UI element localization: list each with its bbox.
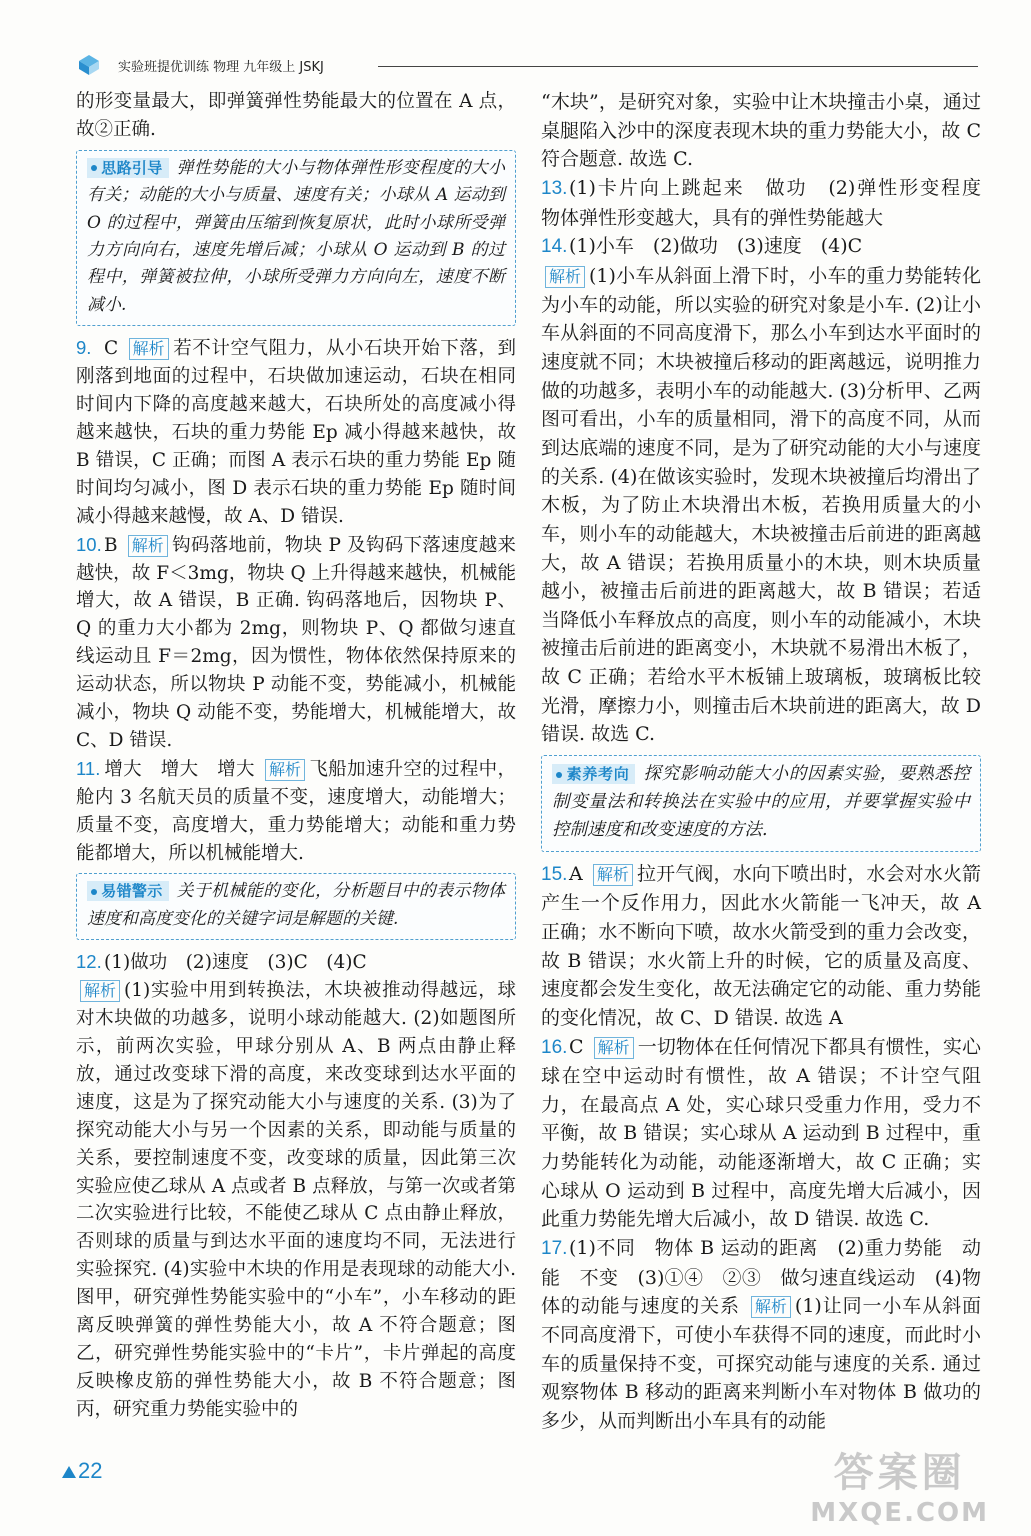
analysis-tag: 解析 xyxy=(593,864,633,886)
left-column xyxy=(76,88,516,1424)
analysis-tag: 解析 xyxy=(80,980,120,1002)
answer: C xyxy=(104,338,119,360)
book-logo-icon xyxy=(78,54,100,76)
answer: (1)卡片向上跳起来 做功 (2)弹性形变程度 物体弹性形变越大，具有的弹性势能越大 xyxy=(541,176,1001,229)
page-number: 22 xyxy=(62,1458,102,1484)
answer: C xyxy=(569,1035,584,1058)
watermark xyxy=(810,1441,989,1528)
continued-text: “木块”，是研究对象，实验中让木块撞击小桌，通过桌腿陷入沙中的深度表现木块的重力势能大小，故 C 符合题意. 故选 C. xyxy=(541,91,981,171)
tip-text: 弹性势能的大小与物体弹性形变程度的大小有关；动能的大小与质量、速度有关；小球从 A 运动到 O 的过程中，弹簧由压缩到恢复原状，此时小球所受弹力方向向右，速度先增后减；小球从 O 运动到 B 的过程中，弹簧被拉伸，小球所受弹力方向向左，速度不断减小. xyxy=(87,157,505,315)
tip-title: 思路引导 xyxy=(87,158,169,178)
right-column xyxy=(541,88,1001,1436)
bullet-icon xyxy=(91,889,97,895)
answer-item-10: 10. B 解析 钩码落地前，物块 P 及钩码下落速度越来越快，故 F＜3mg，物块 Q 上升得越来越快，机械能增大，故 A 错误，B 正确. 钩码落地后，因物块 P、Q 的重力大小都为 2mg，则物块 P、Q 都做匀速直线运动且 F＝2mg，因为惯性，物体依然保持原来的运动状态，所以物块 P 动能不变，势能减小，机械能减小，物块 Q 动能不变，势能增大，机械能增大，故 C、D 错误. xyxy=(76,533,516,751)
answer-item-16: 16.C 解析 一切物体在任何情况下都具有惯性，实心球在空中运动时有惯性，故 A 错误；不计空气阻力，在最高点 A 处，实心球只受重力作用，受力不平衡，故 B 错误；实心球从 A 运动到 B 过程中，重力势能转化为动能，动能逐渐增大，故 C 正确；实心球从 O 运动到 B 过程中，高度先增大后减小，因此重力势能先增大后减小，故 D 错误. 故选 C. xyxy=(541,1035,981,1231)
answer: A xyxy=(569,862,583,885)
answer-item-14: 14.(1)小车 (2)做功 (3)速度 (4)C xyxy=(541,235,863,258)
explanation: (1)实验中用到转换法，木块被推动得越远，球对木块做的功越多，说明小球动能越大. (2)如题图所示，前两次实验，甲球分别从 A、B 两点由静止释放，通过改变球下滑的高度，来改变球到达水平面的速度，这是为了探究动能大小与速度的关系. (3)为了探究动能大小与另一个因素的关系，即动能与质量的关系，要控制速度不变，改变球的质量，因此第三次实验应使乙球从 A 点或者 B 点释放，与第一次或者第二次实验进行比较，不能使乙球从 C 点由静止释放，否则球的质量与到达水平面的速度均不同，无法进行实验探究. (4)实验中木块的作用是表现球的动能大小. 图甲，研究弹性势能实验中的“小车”，小车移动的距离反映弹簧的弹性势能大小，故 A 不符合题意；图乙，研究弹性势能实验中的“卡片”，卡片弹起的高度反映橡皮筋的弹性势能大小，故 B 不符合题意；图丙，研究重力势能实验中的 xyxy=(76,980,516,1420)
answer-item-11: 11. 增大 增大 增大 解析 飞船加速升空的过程中，舱内 3 名航天员的质量不变，速度增大，动能增大；质量不变，高度增大，重力势能增大；动能和重力势能都增大，所以机械能增大. xyxy=(76,757,516,864)
header-title: 实验班提优训练 物理 九年级上 JSKJ xyxy=(118,60,324,75)
analysis-tag: 解析 xyxy=(751,1296,791,1318)
analysis-tag: 解析 xyxy=(265,759,305,781)
answer: (1)小车 (2)做功 (3)速度 (4)C xyxy=(569,235,863,258)
analysis-tag: 解析 xyxy=(128,535,168,557)
explanation: (1)小车从斜面上滑下时，小车的重力势能转化为小车的动能，所以实验的研究对象是小车. (2)让小车从斜面的不同高度滑下，那么小车到达水平面时的速度就不同；木块被撞后移动的距离越远，说明推力做的功越多，表明小车的动能越大. (3)分析甲、乙两图可看出，小车的质量相同，滑下的高度不同，从而到达底端的速度不同，是为了研究动能的大小与速度的关系. (4)在做该实验时，发现木块被撞后均滑出了木板，为了防止木块滑出木板，若换用质量大的小车，则小车的动能越大，木块被撞击后前进的距离越大，故 A 错误；若换用质量小的木块，则木块质量越小，被撞击后前进的距离越大，故 B 错误；若适当降低小车释放点的高度，则小车的动能减小，木块被撞击后前进的距离变小，木块就不易滑出木板了，故 C 正确；若给水平木板铺上玻璃板，玻璃板比较光滑，摩擦力小，则撞击后木块前进的距离大，故 D 错误. 故选 C. xyxy=(541,264,981,746)
tip-text: 探究影响动能大小的因素实验，要熟悉控制变量法和转换法在实验中的应用，并要掌握实验中控制速度和改变速度的方法. xyxy=(552,764,970,841)
explanation: (1)让同一小车从斜面不同高度滑下，可使小车获得不同的速度，而此时小车的质量保持不变，可探究动能与速度的关系. 通过观察物体 B 移动的距离来判断小车对物体 B 做功的多少，从而判断出小车具有的动能 xyxy=(541,1295,981,1433)
tip-box-thinking xyxy=(76,150,516,326)
tip-box-warning xyxy=(76,873,516,940)
watermark-url: MXQE.COM xyxy=(810,1498,989,1528)
explanation-14 xyxy=(541,262,981,749)
analysis-tag: 解析 xyxy=(594,1037,634,1059)
header-rule xyxy=(378,66,978,67)
explanation: 钩码落地前，物块 P 及钩码下落速度越来越快，故 F＜3mg，物块 Q 上升得越来越快，机械能增大，故 A 错误，B 正确. 钩码落地后，因物块 P、Q 的重力大小都为 2mg，则物块 P、Q 都做匀速直线运动且 F＝2mg，因为惯性，物体依然保持原来的运动状态，所以物块 P 动能不变，势能减小，机械能减小，物块 Q 动能不变，势能增大，机械能增大，故 C、D 错误. xyxy=(76,534,516,751)
tip-title: 素养考向 xyxy=(552,764,635,784)
bullet-icon xyxy=(91,165,97,171)
explanation: 拉开气阀，水向下喷出时，水会对水火箭产生一个反作用力，因此水火箭能一飞冲天，故 A 正确；水不断向下喷，故水火箭受到的重力会改变，故 B 错误；水火箭上升的时候，它的质量及高度、速度都会发生变化，故无法确定它的动能、重力势能的变化情况，故 C、D 错误. 故选 A xyxy=(541,862,981,1029)
explanation: 一切物体在任何情况下都具有惯性，实心球在空中运动时有惯性，故 A 错误；不计空气阻力，在最高点 A 处，实心球只受重力作用，受力不平衡，故 B 错误；实心球从 A 运动到 B 过程中，重力势能转化为动能，动能逐渐增大，故 C 正确；实心球从 O 运动到 B 过程中，高度先增大后减小，因此重力势能先增大后减小，故 D 错误. 故选 C. xyxy=(541,1035,981,1231)
watermark-logo: 答案圈 xyxy=(833,1450,966,1496)
explanation: 若不计空气阻力，从小石块开始下落，到刚落到地面的过程中，石块做加速运动，石块在相同时间内下降的高度越来越大，石块所处的高度减小得越来越快，石块的重力势能 Ep 减小得越来越快，故 B 错误，C 正确；而图 A 表示石块的重力势能 Ep 随时间均匀减小，图 D 表示石块的重力势能 Ep 随时间减小得越来越慢，故 A、D 错误. xyxy=(76,338,516,527)
tip-box-literacy xyxy=(541,755,981,851)
explanation: 飞船加速升空的过程中，舱内 3 名航天员的质量不变，速度增大，动能增大；质量不变，高度增大，重力势能增大；动能和重力势能都增大，所以机械能增大. xyxy=(76,758,516,864)
answer: 增大 增大 增大 xyxy=(104,758,255,780)
intro-text: 的形变量最大，即弹簧弹性势能最大的位置在 A 点，故②正确. xyxy=(76,91,516,140)
answer-item-15: 15.A 解析 拉开气阀，水向下喷出时，水会对水火箭产生一个反作用力，因此水火箭能一飞冲天，故 A 正确；水不断向下喷，故水火箭受到的重力会改变，故 B 错误；水火箭上升的时候，它的质量及高度、速度都会发生变化，故无法确定它的动能、重力势能的变化情况，故 C、D 错误. 故选 A xyxy=(541,862,981,1029)
page-header xyxy=(78,52,978,84)
tip-title: 易错警示 xyxy=(87,881,169,901)
answer-item-17: 17.(1)不同 物体 B 运动的距离 (2)重力势能 动能 不变 (3)①④ ②③ 做匀速直线运动 (4)物体的动能与速度的关系 解析 (1)让同一小车从斜面不同高度滑下，可使小车获得不同的速度，而此时小车的质量保持不变，可探究动能与速度的关系. 通过观察物体 B 移动的距离来判断小车对物体 B 做功的多少，从而判断出小车具有的动能 xyxy=(541,1237,981,1433)
explanation-12 xyxy=(76,977,516,1424)
answer-item-9: 9. C 解析 若不计空气阻力，从小石块开始下落，到刚落到地面的过程中，石块做加速运动，石块在相同时间内下降的高度越来越大，石块所处的高度减小得越来越快，石块的重力势能 Ep 减小得越来越快，故 B 错误，C 正确；而图 A 表示石块的重力势能 Ep 随时间均匀减小，图 D 表示石块的重力势能 Ep 随时间减小得越来越慢，故 A、D 错误. xyxy=(76,337,516,527)
tip-text: 关于机械能的变化，分析题目中的表示物体速度和高度变化的关键字词是解题的关键. xyxy=(87,881,505,929)
answer: (1)不同 物体 B 运动的距离 (2)重力势能 动能 不变 (3)①④ ②③ 做匀速直线运动 (4)物体的动能与速度的关系 xyxy=(541,1237,981,1318)
answer-item-13: 13.(1)卡片向上跳起来 做功 (2)弹性形变程度 物体弹性形变越大，具有的弹性势能越大 xyxy=(541,176,1001,229)
answer: B xyxy=(104,534,118,556)
answer: (1)做功 (2)速度 (3)C (4)C xyxy=(104,952,367,974)
answer-item-12: 12. (1)做功 (2)速度 (3)C (4)C xyxy=(76,951,367,974)
analysis-tag: 解析 xyxy=(545,266,585,288)
triangle-icon xyxy=(62,1466,76,1478)
bullet-icon xyxy=(556,772,562,778)
analysis-tag: 解析 xyxy=(129,338,169,360)
